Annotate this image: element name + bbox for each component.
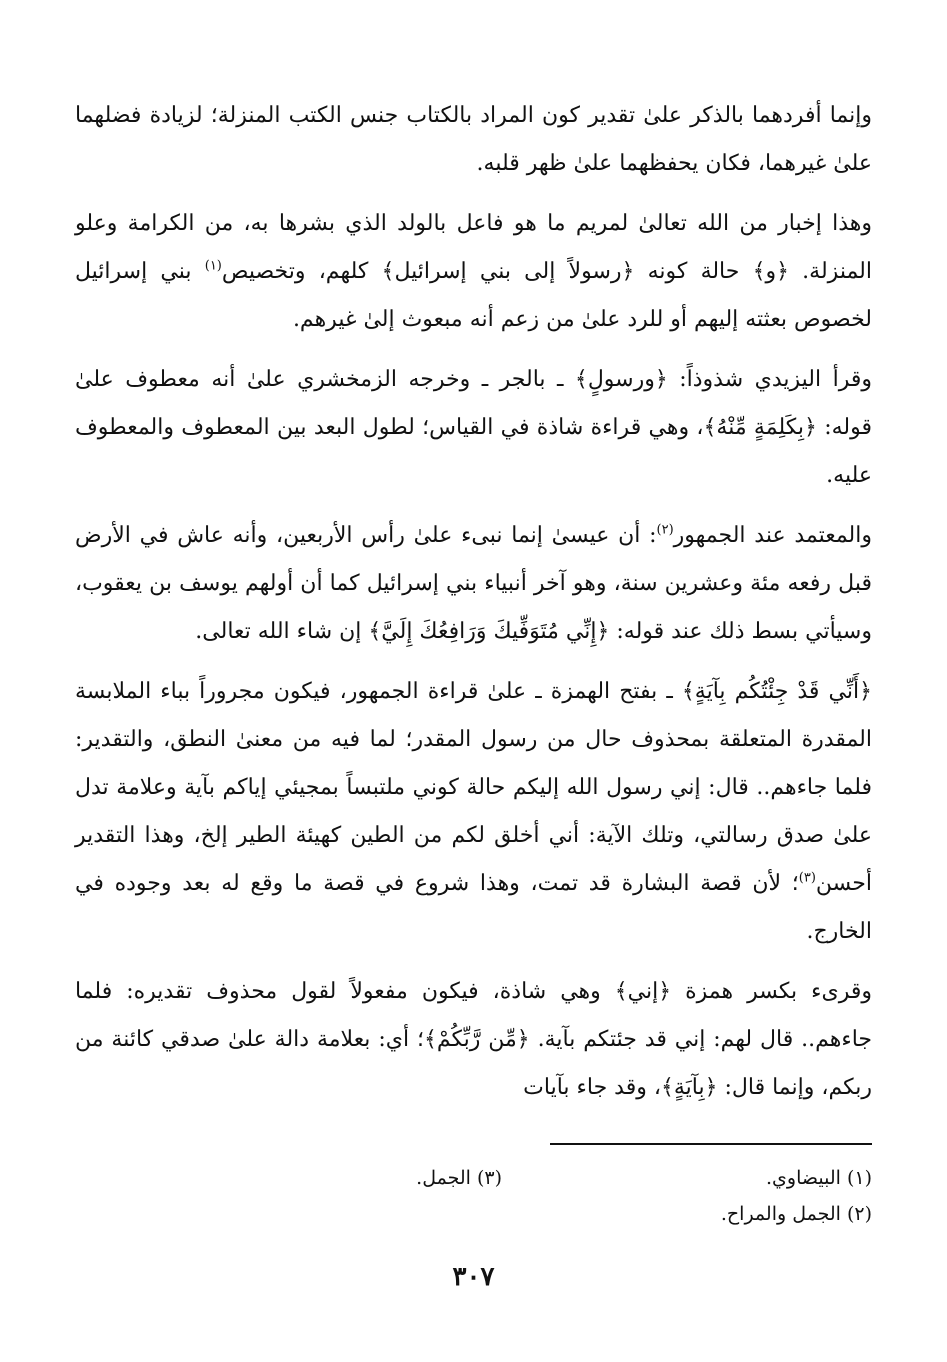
paragraph-5: [75, 668, 872, 956]
paragraph-2-part-a: وهذا إخبار من الله تعالىٰ لمريم ما هو فاعل بالولد الذي بشرها به، من الكرامة وعلو المنزلة. ﴿و﴾ حالة كونه ﴿رسولاً إلى بني إسرائيل﴾ كلهم، وتخصيص: [75, 211, 872, 284]
footnote-ref-1: (١): [204, 258, 222, 274]
paragraph-6-text: وقرىء بكسر همزة ﴿إني﴾ وهي شاذة، فيكون مفعولاً لقول محذوف تقديره: فلما جاءهم.. قال لهم: إني قد جئتكم بآية. ﴿مِّن رَّبِّكُمْ﴾؛ أي: بعلامة دالة علىٰ صدقي كائنة من ربكم، وإنما قال: ﴿بِآيَةٍ﴾، وقد جاء بآيات: [75, 979, 872, 1100]
paragraph-1: [75, 92, 872, 188]
footnote-1: (١) البيضاوي.: [766, 1167, 872, 1189]
paragraph-2: [75, 200, 872, 344]
footnote-divider: [550, 1143, 872, 1145]
paragraph-3-text: وقرأ اليزيدي شذوذاً: ﴿ورسولٍ﴾ ـ بالجر ـ وخرجه الزمخشري علىٰ أنه معطوف علىٰ قوله: ﴿بِكَلِمَةٍ مِّنْهُ﴾، وهي قراءة شاذة في القياس؛ لطول البعد بين المعطوف والمعطوف عليه.: [75, 367, 872, 488]
paragraph-4-text: [75, 512, 872, 656]
paragraph-1-text: وإنما أفردهما بالذكر علىٰ تقدير كون المراد بالكتاب جنس الكتب المنزلة؛ لزيادة فضلهما علىٰ غيرهما، فكان يحفظهما علىٰ ظهر قلبه.: [75, 103, 872, 176]
footnotes: [75, 1160, 872, 1232]
paragraph-4-part-a: والمعتمد عند الجمهور: [673, 523, 872, 548]
footnote-2: (٢) الجمل والمراح.: [720, 1203, 872, 1225]
paragraph-5-text: [75, 668, 872, 956]
footnote-3: (٣) الجمل.: [416, 1167, 502, 1189]
paragraph-2-part-b: بني إسرائيل لخصوص بعثته إليهم أو للرد علىٰ من زعم أنه مبعوث إلىٰ غيرهم.: [75, 259, 872, 332]
footnote-row-1: [75, 1160, 872, 1196]
paragraph-4: [75, 512, 872, 656]
paragraph-5-part-b: ؛ لأن قصة البشارة قد تمت، وهذا شروع في قصة ما وقع له بعد وجوده في الخارج.: [75, 871, 872, 944]
footnote-ref-2: (٢): [656, 522, 674, 538]
footnote-ref-3: (٣): [798, 870, 816, 886]
page-number: ٣٠٧: [452, 1262, 495, 1292]
paragraph-5-part-a: ﴿أَنِّي قَدْ جِئْتُكُم بِآيَةٍ﴾ ـ بفتح الهمزة ـ علىٰ قراءة الجمهور، فيكون مجروراً بباء الملابسة المقدرة المتعلقة بمحذوف حال من رسول المقدر؛ لما فيه من معنىٰ النطق، والتقدير: فلما جاءهم.. قال: إني رسول الله إليكم حالة كوني ملتبساً بمجيئي إياكم بآية وعلامة تدل علىٰ صدق رسالتي، وتلك الآية: أني أخلق لكم من الطين كهيئة الطير إلخ، وهذا التقدير أحسن: [75, 679, 873, 896]
paragraph-4-part-b: : أن عيسىٰ إنما نبىء علىٰ رأس الأربعين، وأنه عاش في الأرض قبل رفعه مئة وعشرين سنة، وهو آخر أنبياء بني إسرائيل كما أن أولهم يوسف بن يعقوب، وسيأتي بسط ذلك عند قوله: ﴿إِنِّي مُتَوَفِّيكَ وَرَافِعُكَ إِلَيَّ﴾ إن شاء الله تعالى.: [75, 523, 872, 644]
paragraph-2-text: [75, 200, 872, 344]
footnote-row-2: [75, 1196, 872, 1232]
paragraph-6: [75, 968, 872, 1112]
body-text: [75, 92, 872, 1112]
paragraph-3: [75, 356, 872, 500]
